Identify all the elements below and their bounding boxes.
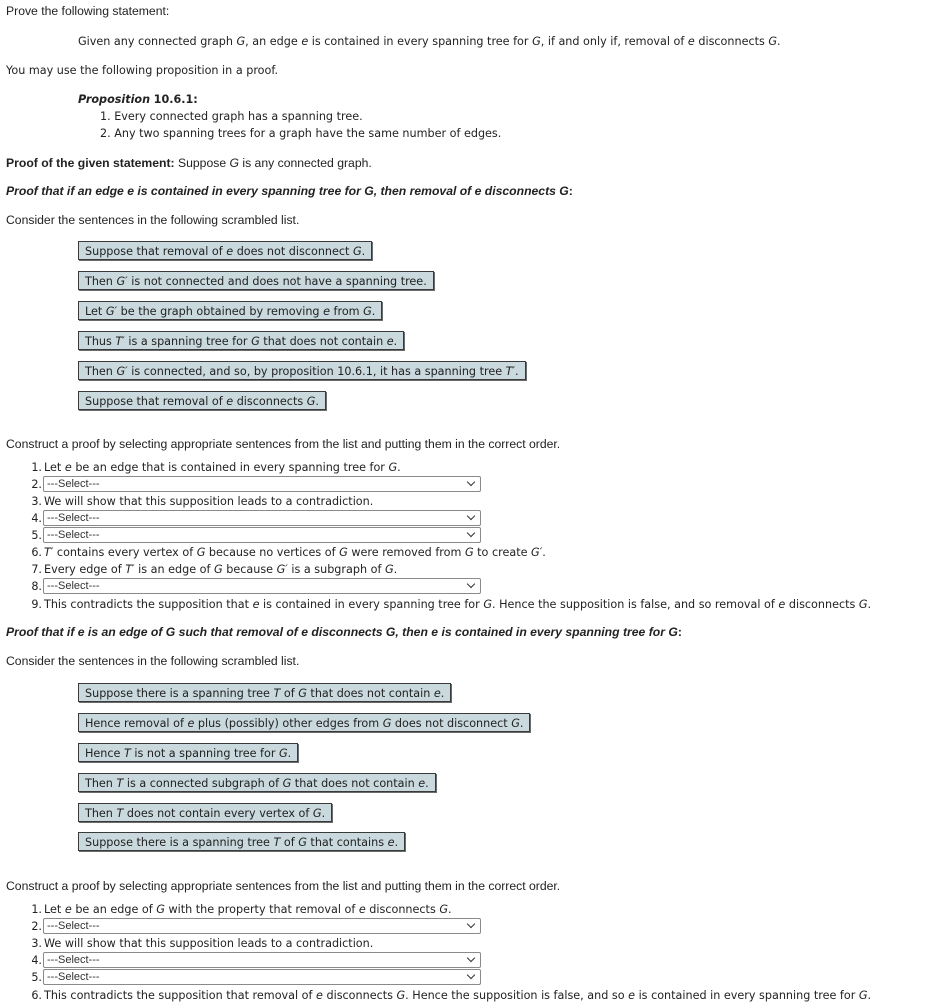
part1-consider-text: Consider the sentences in the following scrambled list. xyxy=(6,213,300,227)
part1-step: 5. xyxy=(31,529,42,542)
part2-step: 1. Let e be an edge of G with the property that removal of e disconnects G. xyxy=(31,903,452,916)
proposition-item: 2. Any two spanning trees for a graph have the same number of edges. xyxy=(100,127,502,140)
part2-step-2-select[interactable]: ---Select--- xyxy=(43,918,481,934)
part2-step: 2. xyxy=(31,920,42,933)
part2-step-4-select[interactable]: ---Select--- xyxy=(43,952,481,968)
part1-tile[interactable]: Then G′ is not connected and does not have a spanning tree. xyxy=(78,271,434,290)
chevron-down-icon xyxy=(467,954,475,962)
part2-tile[interactable]: Hence T is not a spanning tree for G. xyxy=(78,743,298,762)
part2-step: 5. xyxy=(31,971,42,984)
part1-step-2-select[interactable]: ---Select--- xyxy=(43,476,481,492)
part1-step: 4. xyxy=(31,512,42,525)
part2-step: 3. We will show that this supposition leads to a contradiction. xyxy=(31,937,374,950)
part1-step: 8. xyxy=(31,580,42,593)
part1-step: 2. xyxy=(31,478,42,491)
part1-step-4-select[interactable]: ---Select--- xyxy=(43,510,481,526)
part1-tile[interactable]: Thus T′ is a spanning tree for G that does not contain e. xyxy=(78,331,404,350)
statement-text: Given any connected graph G, an edge e is contained in every spanning tree for G, if and only if, removal of e disconnects G. xyxy=(78,35,781,48)
part2-step: 6. This contradicts the supposition that removal of e disconnects G. Hence the supposition is false, and so e is contained in every spanning tree for G. xyxy=(31,989,872,1002)
part1-step: 7. Every edge of T′ is an edge of G because G′ is a subgraph of G. xyxy=(31,563,398,576)
part1-step: 6. T′ contains every vertex of G because no vertices of G were removed from G to create G′. xyxy=(31,546,546,559)
part1-step-5-select[interactable]: ---Select--- xyxy=(43,527,481,543)
part2-consider-text: Consider the sentences in the following scrambled list. xyxy=(6,654,300,668)
part1-tile[interactable]: Suppose that removal of e disconnects G. xyxy=(78,391,326,410)
part1-tile[interactable]: Suppose that removal of e does not disconnect G. xyxy=(78,241,372,260)
chevron-down-icon xyxy=(467,580,475,588)
part1-tile[interactable]: Then G′ is connected, and so, by proposition 10.6.1, it has a spanning tree T′. xyxy=(78,361,526,380)
prompt-text: Prove the following statement: xyxy=(6,4,170,18)
part2-step-5-select[interactable]: ---Select--- xyxy=(43,969,481,985)
chevron-down-icon xyxy=(467,478,475,486)
chevron-down-icon xyxy=(467,512,475,520)
part1-heading: Proof that if an edge e is contained in every spanning tree for G, then removal of e disconnects G: xyxy=(6,184,573,198)
chevron-down-icon xyxy=(467,920,475,928)
part2-tile[interactable]: Suppose there is a spanning tree T of G that does not contain e. xyxy=(78,683,451,702)
proposition-item: 1. Every connected graph has a spanning tree. xyxy=(100,110,363,123)
part2-heading: Proof that if e is an edge of G such that removal of e disconnects G, then e is contained in every spanning tree for G: xyxy=(6,625,682,639)
part2-tile[interactable]: Then T does not contain every vertex of G. xyxy=(78,803,332,822)
part1-tile[interactable]: Let G′ be the graph obtained by removing e from G. xyxy=(78,301,382,320)
part1-construct-text: Construct a proof by selecting appropriate sentences from the list and putting them in the correct order. xyxy=(6,437,561,451)
part2-tile[interactable]: Hence removal of e plus (possibly) other edges from G does not disconnect G. xyxy=(78,713,530,732)
part1-step: 3. We will show that this supposition leads to a contradiction. xyxy=(31,495,374,508)
part1-step-8-select[interactable]: ---Select--- xyxy=(43,578,481,594)
chevron-down-icon xyxy=(467,529,475,537)
part2-construct-text: Construct a proof by selecting appropriate sentences from the list and putting them in the correct order. xyxy=(6,879,561,893)
part2-tile[interactable]: Suppose there is a spanning tree T of G that contains e. xyxy=(78,832,405,851)
proof-intro: Proof of the given statement: Suppose G is any connected graph. xyxy=(6,156,372,170)
part1-step: 1. Let e be an edge that is contained in every spanning tree for G. xyxy=(31,461,401,474)
part1-step: 9. This contradicts the supposition that e is contained in every spanning tree for G. Hence the supposition is false, and so removal of e disconnects G. xyxy=(31,598,872,611)
part2-step: 4. xyxy=(31,954,42,967)
proposition-title: Proposition 10.6.1: xyxy=(78,93,198,106)
part2-tile[interactable]: Then T is a connected subgraph of G that does not contain e. xyxy=(78,773,436,792)
chevron-down-icon xyxy=(467,971,475,979)
may-use-text: You may use the following proposition in a proof. xyxy=(6,64,279,77)
